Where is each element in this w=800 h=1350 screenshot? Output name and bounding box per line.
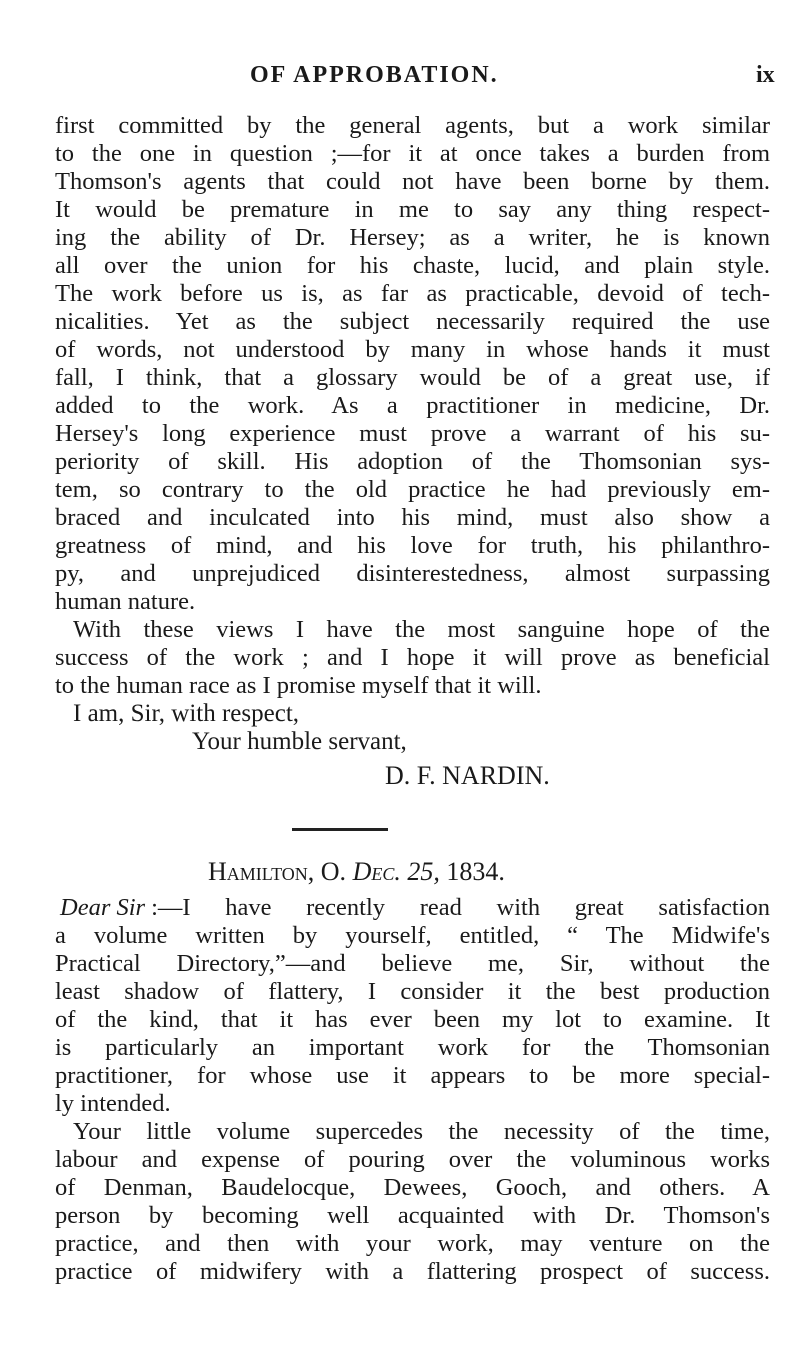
text-line: tem, so contrary to the old practice he had previously em- xyxy=(55,476,770,503)
text-line: of Denman, Baudelocque, Dewees, Gooch, and others. A xyxy=(55,1174,770,1201)
text-line: periority of skill. His adoption of the Thomsonian sys- xyxy=(55,448,770,475)
text-line: nicalities. Yet as the subject necessarily required the use xyxy=(55,308,770,335)
text-line xyxy=(60,894,770,922)
text-line: least shadow of flattery, I consider it the best production xyxy=(55,978,770,1005)
text-line: greatness of mind, and his love for truth, his philanthro- xyxy=(55,532,770,559)
salutation-text: :—I have recently read with great satisfaction xyxy=(151,894,770,921)
text-line: person by becoming well acquainted with Dr. Thomson's xyxy=(55,1202,770,1229)
running-head-title: OF APPROBATION. xyxy=(250,62,499,88)
dateline-date: Dec. 25, xyxy=(352,857,440,886)
salutation: Dear Sir xyxy=(60,894,146,921)
text-line: It would be premature in me to say any thing respect- xyxy=(55,196,770,223)
text-line: first committed by the general agents, but a work similar xyxy=(55,112,770,139)
text-line: human nature. xyxy=(55,588,196,615)
text-line: success of the work ; and I hope it will prove as beneficial xyxy=(55,644,770,671)
dateline xyxy=(208,857,505,887)
text-line: With these views I have the most sanguine hope of the xyxy=(73,616,770,643)
text-line: fall, I think, that a glossary would be of a great use, if xyxy=(55,364,770,391)
text-line: to the human race as I promise myself that it will. xyxy=(55,672,542,699)
text-line: ing the ability of Dr. Hersey; as a writer, he is known xyxy=(55,224,770,251)
dateline-year: 1834. xyxy=(446,857,505,886)
signature: D. F. NARDIN. xyxy=(385,761,550,790)
text-line: Thomson's agents that could not have been borne by them. xyxy=(55,168,770,195)
text-line: practitioner, for whose use it appears to be more special- xyxy=(55,1062,770,1089)
closing-line: I am, Sir, with respect, xyxy=(73,700,300,727)
text-line: py, and unprejudiced disinterestedness, almost surpassing xyxy=(55,560,770,587)
page-number: ix xyxy=(756,62,775,88)
section-divider xyxy=(292,828,388,831)
text-line: of words, not understood by many in whose hands it must xyxy=(55,336,770,363)
text-line: added to the work. As a practitioner in medicine, Dr. xyxy=(55,392,770,419)
text-line: Practical Directory,”—and believe me, Sir, without the xyxy=(55,950,770,977)
text-line: to the one in question ;—for it at once takes a burden from xyxy=(55,140,770,167)
text-line: all over the union for his chaste, lucid, and plain style. xyxy=(55,252,770,279)
text-line: ly intended. xyxy=(55,1090,171,1117)
dateline-place: Hamilton, O. xyxy=(208,857,347,886)
text-line: labour and expense of pouring over the voluminous works xyxy=(55,1146,770,1173)
running-head xyxy=(0,62,800,92)
text-line: a volume written by yourself, entitled, “ The Midwife's xyxy=(55,922,770,949)
text-line: of the kind, that it has ever been my lot to examine. It xyxy=(55,1006,770,1033)
text-line: practice of midwifery with a flattering prospect of success. xyxy=(55,1258,770,1285)
text-line: is particularly an important work for the Thomsonian xyxy=(55,1034,770,1061)
text-line: braced and inculcated into his mind, must also show a xyxy=(55,504,770,531)
closing-line: Your humble servant, xyxy=(192,728,407,755)
text-line: Your little volume supercedes the necessity of the time, xyxy=(73,1118,770,1145)
text-line: Hersey's long experience must prove a warrant of his su- xyxy=(55,420,770,447)
text-line: practice, and then with your work, may venture on the xyxy=(55,1230,770,1257)
text-line: The work before us is, as far as practicable, devoid of tech- xyxy=(55,280,770,307)
